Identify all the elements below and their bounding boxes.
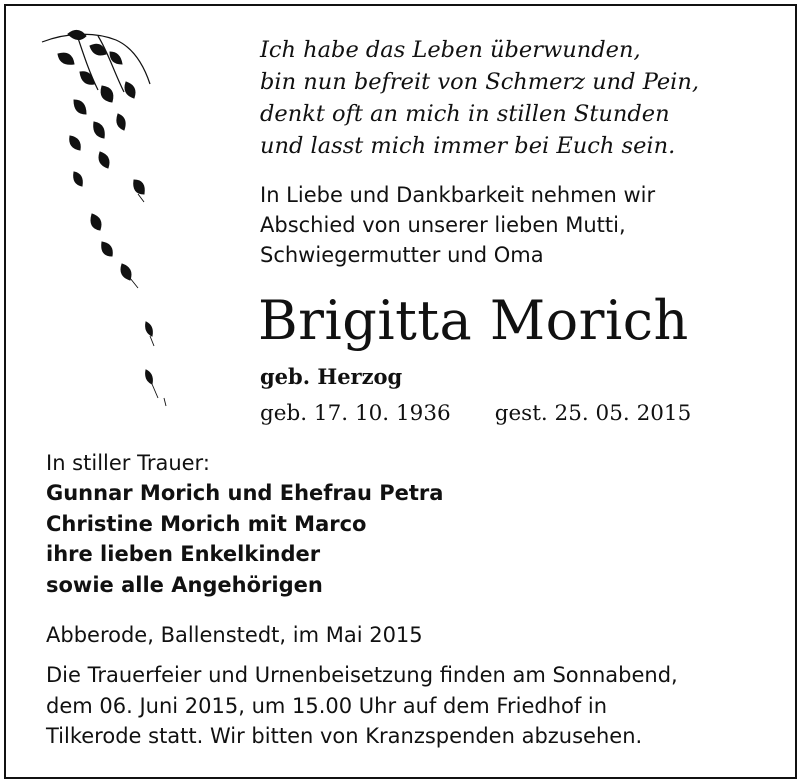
notice-line: Tilkerode statt. Wir bitten von Kranzspenden abzusehen. [46,724,643,748]
notice-line: Die Trauerfeier und Urnenbeisetzung finden am Sonnabend, [46,663,678,687]
life-dates [260,398,691,430]
maiden-name: geb. Herzog [260,364,403,389]
funeral-notice [46,660,678,752]
intro-line: Schwiegermutter und Oma [260,243,544,267]
poem-line: und lasst mich immer bei Euch sein. [260,133,676,159]
farewell-intro [260,180,655,270]
mourners-list [46,478,443,600]
falling-leaves-illustration [38,26,208,426]
deceased-name: Brigitta Morich [258,289,689,352]
intro-line: Abschied von unserer lieben Mutti, [260,213,626,237]
poem-verse [260,34,699,162]
notice-line: dem 06. Juni 2015, um 15.00 Uhr auf dem Friedhof in [46,693,608,718]
poem-line: bin nun befreit von Schmerz und Pein, [260,69,700,95]
poem-line: Ich habe das Leben überwunden, [260,37,641,63]
mourners-heading: In stiller Trauer: [46,451,210,475]
intro-line: In Liebe und Dankbarkeit nehmen wir [260,183,656,207]
birth-date: geb. 17. 10. 1936 [260,401,451,426]
death-date: gest. 25. 05. 2015 [494,401,692,426]
mourner-entry: ihre lieben Enkelkinder [46,542,321,566]
mourner-entry: Gunnar Morich und Ehefrau Petra [46,481,444,505]
place-and-date: Abberode, Ballenstedt, im Mai 2015 [46,623,423,647]
mourner-entry: sowie alle Angehörigen [46,572,323,597]
mourner-entry: Christine Morich mit Marco [46,511,367,536]
poem-line: denkt oft an mich in stillen Stunden [260,101,670,127]
